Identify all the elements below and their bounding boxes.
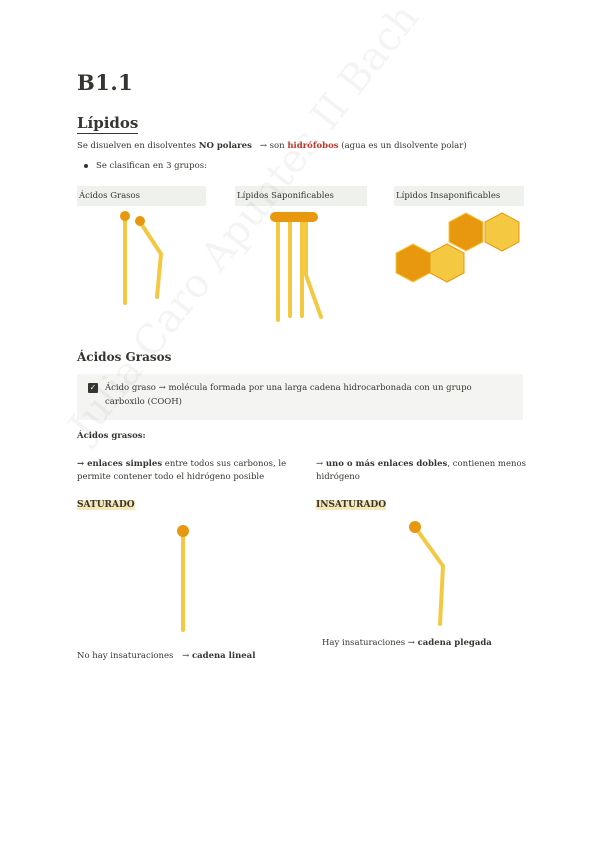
unsaturated-desc-arrow: →: [316, 459, 326, 469]
saturated-desc-bold: → enlaces simples: [77, 459, 163, 469]
saturated-chain-icon: [177, 525, 189, 630]
column-header-saponificables: Lípidos Saponificables: [235, 186, 367, 206]
unsaturated-caption-bold: cadena plegada: [417, 638, 492, 648]
unsaturated-caption-pre: Hay insaturaciones: [322, 638, 408, 648]
unsaturated-label-text: INSATURADO: [316, 500, 387, 510]
section-title: Lípidos: [77, 114, 139, 132]
callout-text: Ácido graso → molécula formada por una larga cadena hidrocarbonada con un grupo carboxilo (COOH): [105, 383, 472, 407]
subsection-title: Ácidos Grasos: [77, 350, 172, 364]
unsaturated-chain-icon: [409, 521, 443, 624]
column-header-insaponificables: Lípidos Insaponificables: [394, 186, 524, 206]
checkbox-icon[interactable]: ✓: [89, 383, 97, 392]
saturated-description: [77, 458, 287, 484]
saturated-label: [77, 492, 135, 511]
fatty-acids-label: Ácidos grasos:: [77, 431, 146, 441]
intro-text: Se disuelven en disolventes: [77, 141, 199, 151]
column-header-acidos: Ácidos Grasos: [77, 186, 206, 206]
page-title: B1.1: [77, 70, 134, 95]
saturated-desc-rest: entre todos sus carbonos, le permite contener todo el hidrógeno posible: [77, 459, 287, 482]
saturated-caption-arrow: →: [182, 651, 192, 661]
unsaturated-description: [316, 458, 526, 484]
intro-arrow: → son: [259, 141, 288, 151]
fatty-acid-icon: [120, 211, 161, 303]
unsaturated-desc-bold: uno o más enlaces dobles: [325, 459, 448, 469]
saturated-label-text: SATURADO: [77, 500, 135, 510]
intro-bold: NO polares: [198, 141, 252, 151]
unsaturated-caption-arrow: →: [407, 638, 418, 648]
unsaturated-label: [316, 492, 386, 511]
insaponifiable-lipid-icon: [396, 213, 519, 282]
unsaturated-caption: [322, 637, 492, 650]
saturated-caption: [77, 650, 255, 663]
unsaturated-desc-rest: , contienen menos hidrógeno: [316, 459, 526, 482]
intro-red: hidrófobos: [287, 141, 339, 151]
bullet-text: Se clasifican en 3 grupos:: [96, 161, 207, 171]
saponifiable-lipid-icon: [270, 212, 321, 320]
saturated-caption-pre: No hay insaturaciones: [77, 651, 177, 661]
saturated-caption-bold: cadena lineal: [191, 651, 256, 661]
intro-rest: (agua es un disolvente polar): [338, 141, 467, 151]
